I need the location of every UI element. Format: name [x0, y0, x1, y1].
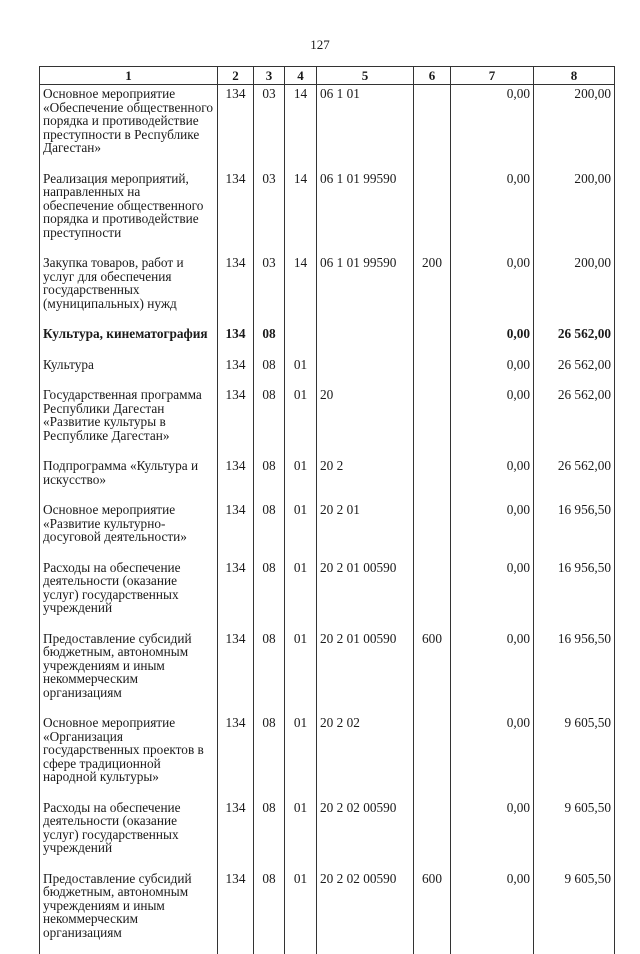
item-name: Расходы на обеспечение деятельности (оказание услуг) государственных учреждений — [40, 559, 218, 630]
table-row — [40, 501, 615, 559]
ministry-code: 134 — [218, 85, 254, 170]
target-article-code: 06 1 01 — [317, 85, 414, 170]
amount-col8: 26 562,00 — [534, 325, 615, 356]
amount-col8: 26 562,00 — [534, 457, 615, 501]
expense-type-code — [414, 559, 451, 630]
subsection-code: 14 — [285, 170, 317, 255]
amount-col7: 0,00 — [451, 457, 534, 501]
column-header: 8 — [534, 67, 615, 85]
subsection-code: 01 — [285, 386, 317, 457]
table-row — [40, 85, 615, 170]
ministry-code: 134 — [218, 559, 254, 630]
table-row — [40, 457, 615, 501]
subsection-code: 01 — [285, 356, 317, 387]
expense-type-code — [414, 714, 451, 799]
table-row — [40, 559, 615, 630]
item-name: Подпрограмма «Культура и искусство» — [40, 457, 218, 501]
expense-type-code — [414, 799, 451, 870]
expense-type-code: 600 — [414, 870, 451, 954]
item-name: Реализация мероприятий, направленных на обеспечение общественного порядка и противодействие преступности — [40, 170, 218, 255]
column-header: 3 — [254, 67, 285, 85]
expense-type-code — [414, 170, 451, 255]
section-code: 08 — [254, 559, 285, 630]
amount-col7: 0,00 — [451, 559, 534, 630]
amount-col7: 0,00 — [451, 799, 534, 870]
ministry-code: 134 — [218, 799, 254, 870]
expense-type-code: 200 — [414, 254, 451, 325]
target-article-code — [317, 325, 414, 356]
header-row — [40, 67, 615, 85]
subsection-code: 01 — [285, 799, 317, 870]
table-row — [40, 870, 615, 954]
subsection-code: 01 — [285, 457, 317, 501]
amount-col8: 26 562,00 — [534, 386, 615, 457]
expense-type-code — [414, 325, 451, 356]
expense-type-code — [414, 457, 451, 501]
table-row — [40, 170, 615, 255]
expense-type-code — [414, 85, 451, 170]
column-header: 5 — [317, 67, 414, 85]
amount-col8: 200,00 — [534, 254, 615, 325]
target-article-code — [317, 356, 414, 387]
page-number: 127 — [0, 37, 640, 53]
table-body — [40, 85, 615, 954]
amount-col7: 0,00 — [451, 170, 534, 255]
section-code: 08 — [254, 630, 285, 715]
target-article-code: 06 1 01 99590 — [317, 254, 414, 325]
ministry-code: 134 — [218, 457, 254, 501]
amount-col7: 0,00 — [451, 386, 534, 457]
section-code: 08 — [254, 799, 285, 870]
item-name: Основное мероприятие «Организация государственных проектов в сфере традиционной народной культуры» — [40, 714, 218, 799]
item-name: Предоставление субсидий бюджетным, автономным учреждениям и иным некоммерческим организациям — [40, 870, 218, 954]
amount-col8: 9 605,50 — [534, 714, 615, 799]
subsection-code: 01 — [285, 870, 317, 954]
amount-col8: 16 956,50 — [534, 630, 615, 715]
column-header: 7 — [451, 67, 534, 85]
item-name: Культура — [40, 356, 218, 387]
section-code: 08 — [254, 501, 285, 559]
column-header: 4 — [285, 67, 317, 85]
section-code: 08 — [254, 714, 285, 799]
target-article-code: 20 — [317, 386, 414, 457]
subsection-code: 01 — [285, 714, 317, 799]
table-row — [40, 254, 615, 325]
ministry-code: 134 — [218, 714, 254, 799]
ministry-code: 134 — [218, 254, 254, 325]
section-code: 08 — [254, 457, 285, 501]
expense-type-code: 600 — [414, 630, 451, 715]
subsection-code: 14 — [285, 85, 317, 170]
ministry-code: 134 — [218, 386, 254, 457]
item-name: Предоставление субсидий бюджетным, автономным учреждениям и иным некоммерческим организациям — [40, 630, 218, 715]
item-name: Расходы на обеспечение деятельности (оказание услуг) государственных учреждений — [40, 799, 218, 870]
table-row — [40, 356, 615, 387]
item-name: Основное мероприятие «Обеспечение общественного порядка и противодействие преступности в Республике Дагестан» — [40, 85, 218, 170]
target-article-code: 20 2 02 00590 — [317, 870, 414, 954]
target-article-code: 06 1 01 99590 — [317, 170, 414, 255]
amount-col8: 16 956,50 — [534, 501, 615, 559]
amount-col8: 200,00 — [534, 85, 615, 170]
amount-col8: 16 956,50 — [534, 559, 615, 630]
target-article-code: 20 2 01 00590 — [317, 559, 414, 630]
target-article-code: 20 2 01 00590 — [317, 630, 414, 715]
section-code: 03 — [254, 254, 285, 325]
subsection-code: 01 — [285, 630, 317, 715]
section-code: 08 — [254, 325, 285, 356]
table-row — [40, 714, 615, 799]
table-row — [40, 799, 615, 870]
ministry-code: 134 — [218, 501, 254, 559]
table-row — [40, 325, 615, 356]
section-code: 08 — [254, 870, 285, 954]
amount-col7: 0,00 — [451, 325, 534, 356]
amount-col7: 0,00 — [451, 85, 534, 170]
target-article-code: 20 2 02 00590 — [317, 799, 414, 870]
amount-col7: 0,00 — [451, 356, 534, 387]
section-code: 08 — [254, 386, 285, 457]
column-header: 1 — [40, 67, 218, 85]
table-row — [40, 386, 615, 457]
section-code: 03 — [254, 85, 285, 170]
item-name: Закупка товаров, работ и услуг для обеспечения государственных (муниципальных) нужд — [40, 254, 218, 325]
ministry-code: 134 — [218, 356, 254, 387]
ministry-code: 134 — [218, 170, 254, 255]
amount-col7: 0,00 — [451, 501, 534, 559]
item-name: Культура, кинематография — [40, 325, 218, 356]
column-header: 2 — [218, 67, 254, 85]
amount-col8: 9 605,50 — [534, 870, 615, 954]
table-row — [40, 630, 615, 715]
budget-table — [39, 66, 615, 954]
target-article-code: 20 2 02 — [317, 714, 414, 799]
amount-col7: 0,00 — [451, 870, 534, 954]
expense-type-code — [414, 501, 451, 559]
ministry-code: 134 — [218, 630, 254, 715]
amount-col7: 0,00 — [451, 630, 534, 715]
section-code: 08 — [254, 356, 285, 387]
column-header: 6 — [414, 67, 451, 85]
subsection-code — [285, 325, 317, 356]
amount-col7: 0,00 — [451, 254, 534, 325]
expense-type-code — [414, 386, 451, 457]
amount-col8: 26 562,00 — [534, 356, 615, 387]
subsection-code: 14 — [285, 254, 317, 325]
target-article-code: 20 2 — [317, 457, 414, 501]
item-name: Государственная программа Республики Дагестан «Развитие культуры в Республике Дагестан» — [40, 386, 218, 457]
expense-type-code — [414, 356, 451, 387]
target-article-code: 20 2 01 — [317, 501, 414, 559]
section-code: 03 — [254, 170, 285, 255]
amount-col7: 0,00 — [451, 714, 534, 799]
ministry-code: 134 — [218, 870, 254, 954]
amount-col8: 9 605,50 — [534, 799, 615, 870]
subsection-code: 01 — [285, 501, 317, 559]
item-name: Основное мероприятие «Развитие культурно-досуговой деятельности» — [40, 501, 218, 559]
ministry-code: 134 — [218, 325, 254, 356]
subsection-code: 01 — [285, 559, 317, 630]
amount-col8: 200,00 — [534, 170, 615, 255]
